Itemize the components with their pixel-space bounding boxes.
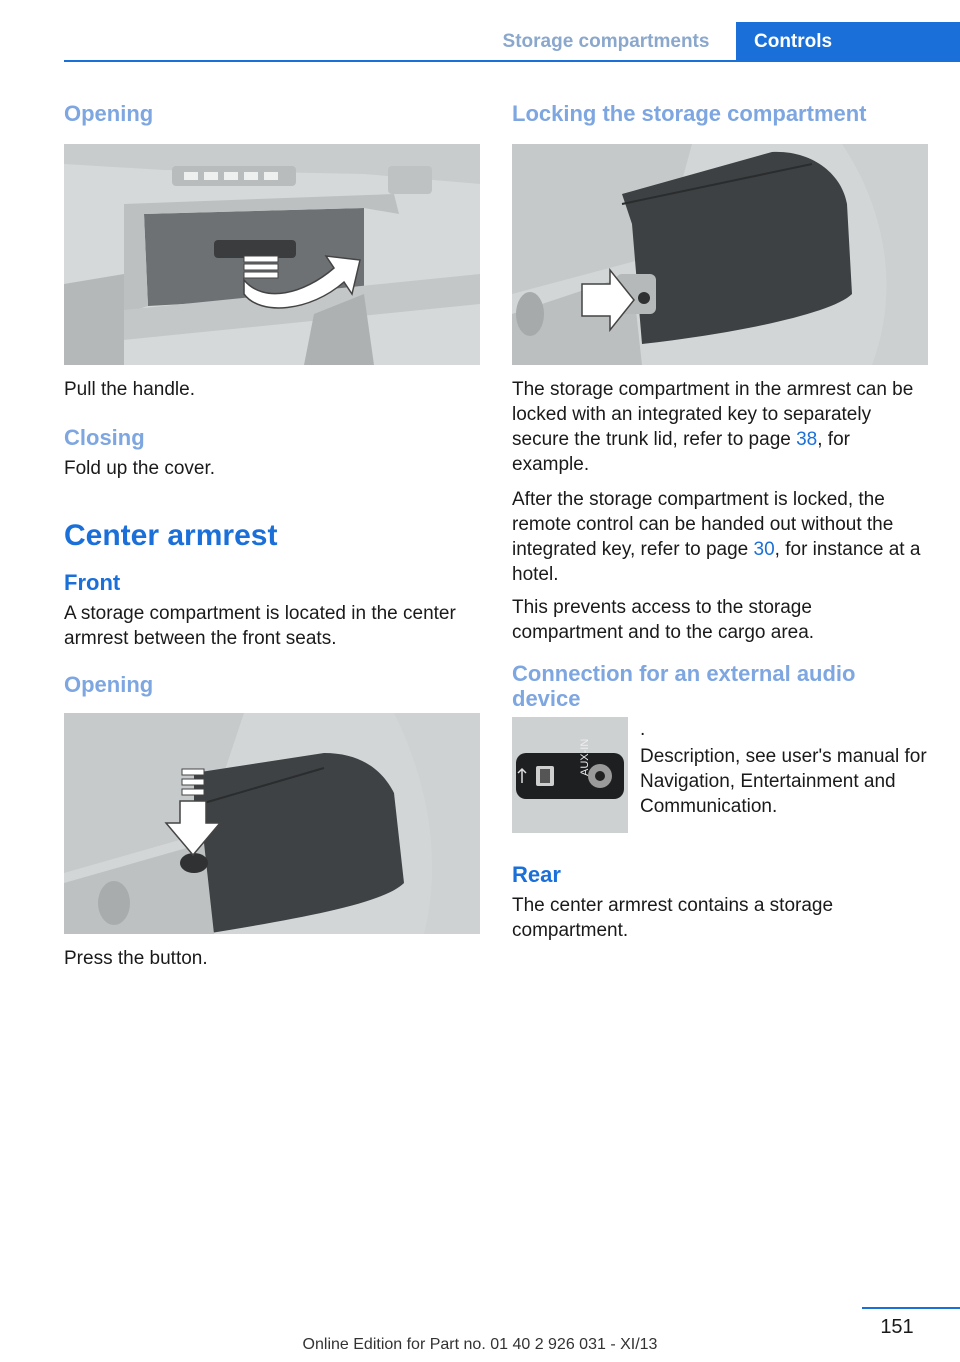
center-armrest-heading: Center armrest [64,519,278,552]
opening-heading: Opening [64,101,154,126]
front-text: A storage compartment is located in the center armrest between the front seats. [64,603,456,649]
aux-description [640,717,928,833]
header-chapter-tab[interactable]: Controls [736,22,960,62]
footer-edition: Online Edition for Part no. 01 40 2 926 031 - XI/13 [302,1336,658,1353]
aux-usb-port-figure [512,717,628,833]
fold-cover-text: Fold up the cover. [64,458,216,479]
armrest-lock-figure [512,144,928,365]
header-section-title: Storage compartments [502,31,710,52]
rear-heading: Rear [512,862,561,887]
locking-paragraph-1: The storage compartment in the armrest can be locked with an integrated key to separately secure the trunk lid, refer to page 38, for example. [512,379,914,475]
pull-handle-text: Pull the handle. [64,379,195,400]
page-number: 151 [880,1316,914,1338]
left-column [64,100,480,971]
locking-paragraph-3: This prevents access to the storage compartment and to the cargo area. [512,597,815,643]
connection-heading: Connection for an external audio device [512,661,856,711]
opening-heading-2: Opening [64,672,154,697]
aux-in-label: AUX-IN [579,738,591,776]
locking-heading: Locking the storage compartment [512,101,867,126]
press-button-text: Press the button. [64,948,208,969]
page-link-38[interactable]: 38 [796,429,818,450]
glovebox-figure [64,144,480,365]
locking-paragraph-2: After the storage compartment is locked, the remote control can be handed out without the integrated key, refer to page 30, for instance at a hotel. [512,489,921,585]
aux-dot: . [640,719,646,740]
closing-heading: Closing [64,425,145,450]
right-column [512,100,928,943]
page-link-30[interactable]: 30 [753,539,775,560]
footer-rule [862,1307,960,1309]
front-heading: Front [64,570,121,595]
rear-text: The center armrest contains a storage compartment. [512,895,834,941]
header-rule [64,60,960,62]
aux-description-text: Description, see user's manual for Navigation, Entertainment and Communication. [640,746,927,817]
armrest-button-figure [64,713,480,934]
aux-connection-row [512,717,928,833]
